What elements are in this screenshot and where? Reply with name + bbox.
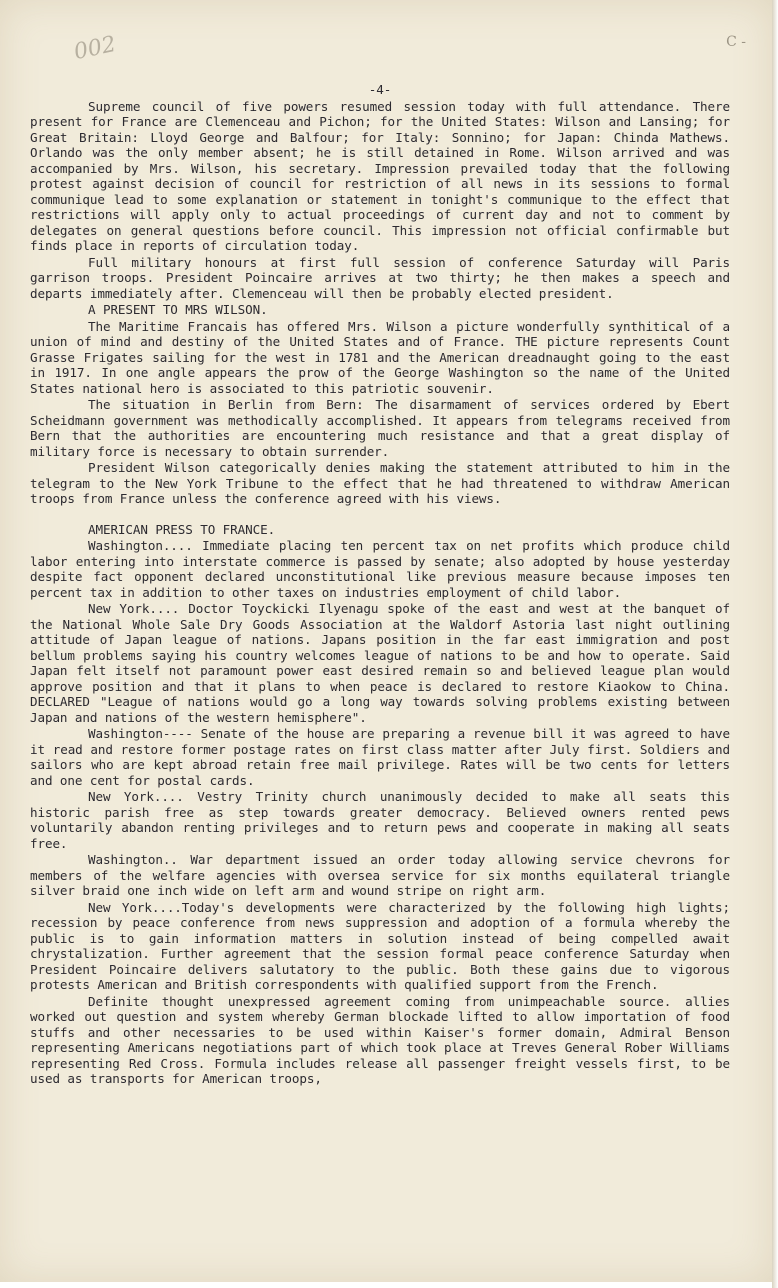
- spacer: [30, 508, 730, 522]
- page-edge: [772, 0, 778, 1288]
- handwritten-annotation: 002: [71, 31, 119, 66]
- heading-press: AMERICAN PRESS TO FRANCE.: [88, 521, 276, 537]
- typed-text: [30, 82, 730, 1088]
- corner-annotation: C -: [726, 34, 746, 50]
- paragraph-council: Supreme council of five powers resumed session today with full attendance. There present for France are Clemenceau and Pichon; for the United States: Wilson and Lansing; for Great Britain: Lloyd George and Balfour; for Italy: Sonnino; for Japan: Chinda Mathews. Orlando was the only member absent; he is still detained in Rome. Wilson arrived and was accompanied by Mrs. Wilson, his secretary. Impression prevailed today that the following protest against decision of council for restriction of all news in its sessions to formal communique lead to some explanation or statement in tonight's communique to the effect that restrictions will apply only to actual proceedings of current day and not to comment by delegates on general questions before council. This impression not official confirmable but finds place in reports of circulation today.: [30, 98, 730, 253]
- paragraph-military-honours: Full military honours at first full session of conference Saturday will Paris garrison troops. President Poincaire arrives at two thirty; he then makes a speech and departs immediately after. Clemenceau will then be probably elected president.: [30, 254, 730, 301]
- page-number: -4-: [368, 82, 392, 97]
- paragraph-developments: New York....Today's developments were characterized by the following high lights; recession by peace conference from news suppression and adoption of a formula whereby the public is to gain information matters in solution instead of being compelled await chrystalization. Further agreement that the session formal peace conference Saturday when President Poincaire delivers salutatory to the public. Both these gains due to vigorous protests American and British correspondents with qualified support from the French.: [30, 899, 730, 992]
- paragraph-chevrons: Washington.. War department issued an order today allowing service chevrons for members of the welfare agencies with oversea service for six months equilateral triangle silver braid one inch wide on left arm and wound stripe on right arm.: [30, 852, 730, 898]
- paragraph-wilson-denies: President Wilson categorically denies making the statement attributed to him in the telegram to the New York Tribune to the effect that he had threatened to withdraw American troops from France unless the conference agreed with his views.: [30, 460, 730, 506]
- paragraph-japan-league: New York.... Doctor Toyckicki Ilyenagu spoke of the east and west at the banquet of the National Whole Sale Dry Goods Association at the Waldorf Astoria last night outlining attitude of Japan league of nations. Japans position in the far east immigration and post bellum problems saying his country welcomes league of nations to be and how to operate. Said Japan felt itself not paramount power east desired remain so and believed league plan would approve position and that it plans to when peace is declared to restore Kiaokow to China. DECLARED "League of nations would go a long way towards solving problems existing between Japan and nations of the western hemisphere".: [30, 601, 730, 725]
- heading-gift: A PRESENT TO MRS WILSON.: [88, 302, 268, 317]
- paragraph-blockade: Definite thought unexpressed agreement coming from unimpeachable source. allies worked out question and system whereby German blockade lifted to allow importation of food stuffs and other necessaries to be used within Kaiser's former domain, Admiral Benson representing Americans negotiations part of which took place at Treves General Rober Williams representing Red Cross. Formula includes release all passenger freight vessels first, to be used as transports for American troops,: [30, 993, 730, 1086]
- paragraph-child-labor: Washington.... Immediate placing ten percent tax on net profits which produce child labor entering into interstate commerce is passed by senate; also adopted by house yesterday despite fact opponent declared unconstitutional like previous measure because imposes ten percent tax in addition to other taxes on industries employment of child labor.: [30, 538, 730, 600]
- paragraph-berlin: The situation in Berlin from Bern: The disarmament of services ordered by Ebert Scheidmann government was methodically accomplished. It appears from telegrams received from Bern that the authorities are encountering much resistance and that a great display of military force is necessary to obtain surrender.: [30, 397, 730, 459]
- paragraph-trinity: New York.... Vestry Trinity church unanimously decided to make all seats this historic parish free as step towards greater democracy. Believed owners rented pews voluntarily abandon renting privileges and to return pews and cooperate in making all seats free.: [30, 789, 730, 851]
- paragraph-postage: Washington---- Senate of the house are preparing a revenue bill it was agreed to have it read and restore former postage rates on first class matter after July first. Soldiers and sailors who are kept abroad retain free mail privilege. Rates will be two cents for letters and one cent for postal cards.: [30, 726, 730, 788]
- paragraph-picture: The Maritime Francais has offered Mrs. Wilson a picture wonderfully synthitical of a union of mind and destiny of the United States and of France. THE picture represents Count Grasse Frigates sailing for the west in 1781 and the American dreadnaught going to the east in 1917. In one angle appears the prow of the George Washington so the name of the United States national hero is associated to this patriotic souvenir.: [30, 318, 730, 396]
